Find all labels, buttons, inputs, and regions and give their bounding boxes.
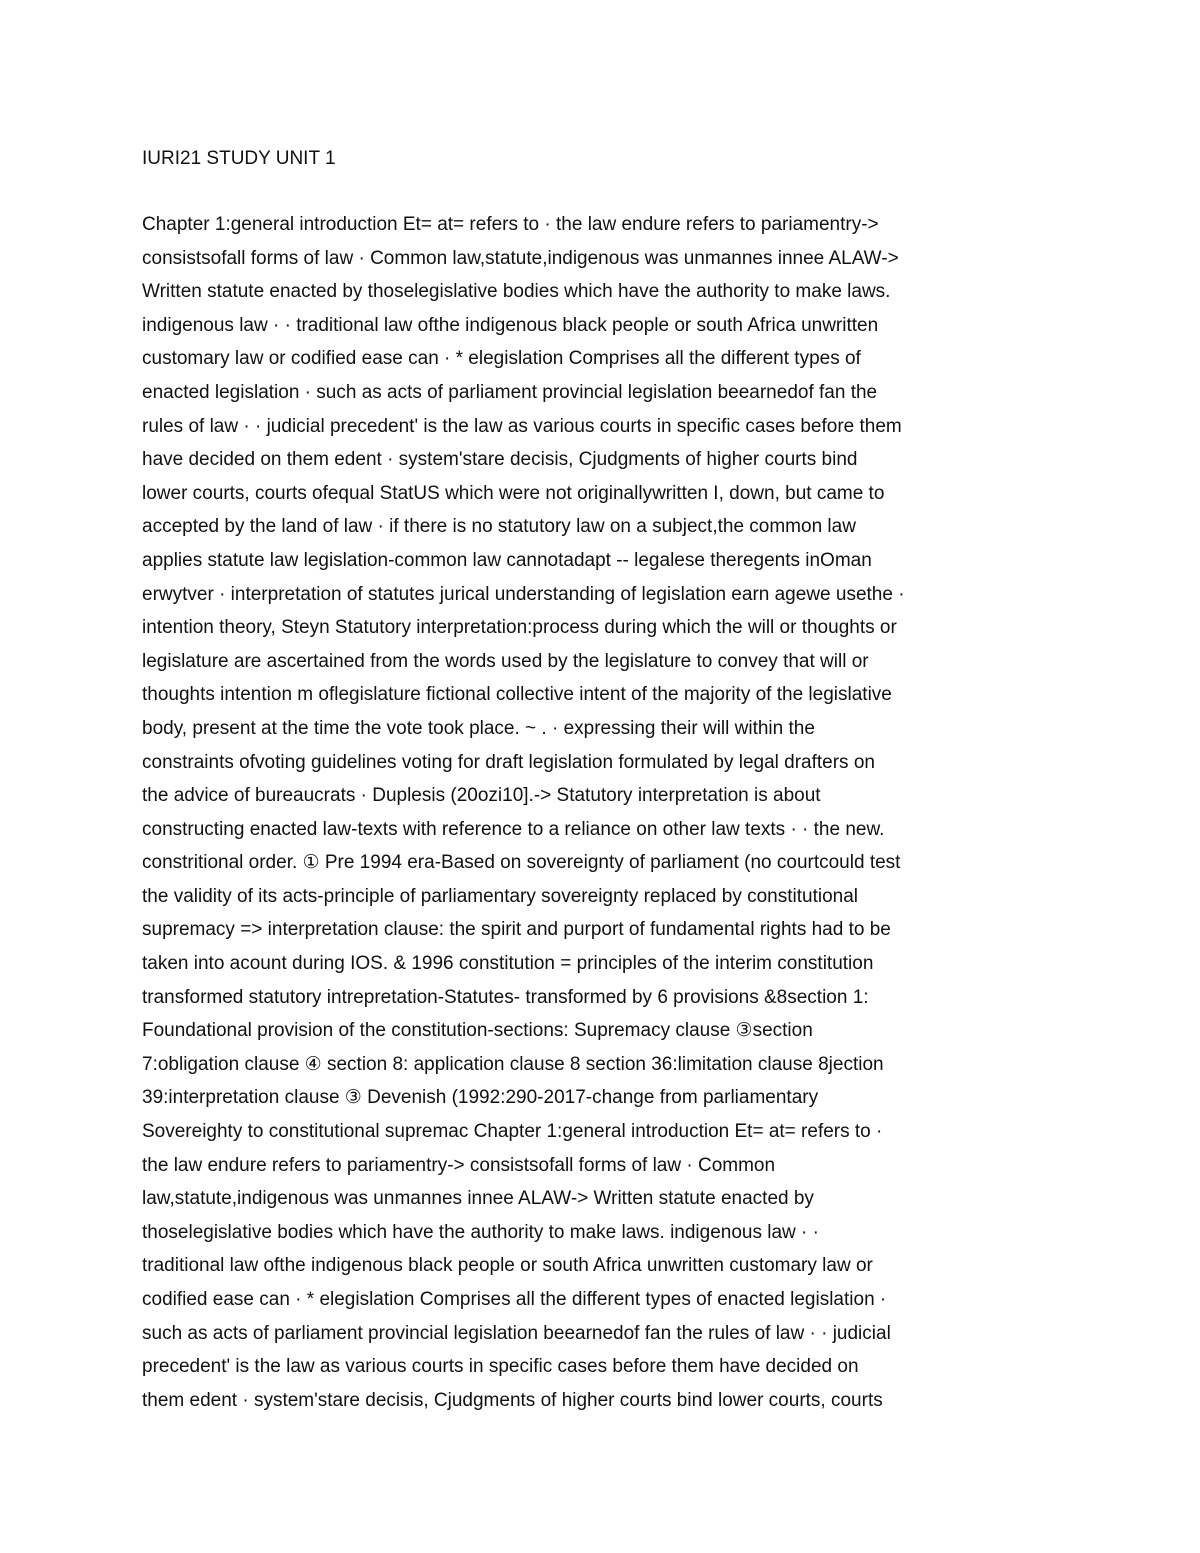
- body-text-line: them edent · system'stare decisis, Cjudgments of higher courts bind lower courts, courts: [142, 1389, 883, 1411]
- body-text-line: the advice of bureaucrats · Duplesis (20ozi10].-> Statutory interpretation is about: [142, 785, 821, 807]
- body-text-line: the law endure refers to pariamentry-> consistsofall forms of law · Common: [142, 1154, 776, 1176]
- body-text-line: Chapter 1:general introduction Et= at= refers to · the law endure refers to pariamentry->: [142, 214, 879, 235]
- body-text-line: body, present at the time the vote took place. ~ . · expressing their will within the: [142, 717, 815, 739]
- body-text-line: Sovereighty to constitutional supremac Chapter 1:general introduction Et= at= refers to ·: [142, 1121, 883, 1143]
- body-text-line: 7:obligation clause ④ section 8: application clause 8 section 36:limitation clause 8jection: [142, 1053, 884, 1075]
- body-text-line: intention theory, Steyn Statutory interpretation:process during which the will or thoughts or: [142, 617, 897, 639]
- body-text-line: constraints ofvoting guidelines voting for draft legislation formulated by legal drafters on: [142, 751, 875, 773]
- body-text-line: transformed statutory intrepretation-Statutes- transformed by 6 provisions &8section 1:: [142, 986, 869, 1008]
- body-text-line: have decided on them edent · system'stare decisis, Cjudgments of higher courts bind: [142, 449, 858, 471]
- body-text-line: the validity of its acts-principle of parliamentary sovereignty replaced by constitutional: [142, 885, 859, 907]
- body-text-line: enacted legislation · such as acts of parliament provincial legislation beearnedof fan the: [142, 381, 878, 403]
- body-text-line: codified ease can · * elegislation Comprises all the different types of enacted legislation ·: [142, 1289, 887, 1310]
- body-text-line: thoughts intention m oflegislature fictional collective intent of the majority of the legislative: [142, 684, 892, 706]
- body-text-line: Written statute enacted by thoselegislative bodies which have the authority to make laws.: [142, 281, 891, 303]
- body-text-line: legislature are ascertained from the words used by the legislature to convey that will or: [142, 650, 869, 672]
- body-text-line: precedent' is the law as various courts in specific cases before them have decided on: [142, 1356, 859, 1378]
- body-text-line: lower courts, courts ofequal StatUS which were not originallywritten I, down, but came to: [142, 482, 885, 504]
- body-text-line: indigenous law · · traditional law ofthe indigenous black people or south Africa unwritten: [142, 314, 879, 336]
- document-title: IURI21 STUDY UNIT 1: [142, 148, 336, 169]
- body-text-line: such as acts of parliament provincial legislation beearnedof fan the rules of law · · judicial: [142, 1322, 891, 1344]
- body-text-line: 39:interpretation clause ③ Devenish (1992:290-2017-change from parliamentary: [142, 1087, 819, 1109]
- body-text-line: thoselegislative bodies which have the authority to make laws. indigenous law · ·: [142, 1221, 819, 1243]
- body-text-line: applies statute law legislation-common law cannotadapt -- legalese theregents inOman: [142, 549, 872, 571]
- body-text-line: erwytver · interpretation of statutes jurical understanding of legislation earn agewe usethe ·: [142, 583, 905, 605]
- body-text-line: customary law or codified ease can · * elegislation Comprises all the different types of: [142, 348, 861, 370]
- body-text-line: traditional law ofthe indigenous black people or south Africa unwritten customary law or: [142, 1255, 873, 1277]
- body-text-line: accepted by the land of law · if there is no statutory law on a subject,the common law: [142, 516, 856, 538]
- body-text-line: Foundational provision of the constitution-sections: Supremacy clause ③section: [142, 1020, 813, 1042]
- body-text-line: law,statute,indigenous was unmannes innee ALAW-> Written statute enacted by: [142, 1188, 814, 1210]
- body-text-line: taken into acount during IOS. & 1996 constitution = principles of the interim constitution: [142, 953, 874, 975]
- body-text-line: rules of law · · judicial precedent' is the law as various courts in specific cases before them: [142, 415, 902, 437]
- body-text-line: constructing enacted law-texts with reference to a reliance on other law texts · · the new.: [142, 818, 885, 840]
- body-text-line: supremacy => interpretation clause: the spirit and purport of fundamental rights had to be: [142, 919, 891, 941]
- body-text-line: consistsofall forms of law · Common law,statute,indigenous was unmannes innee ALAW->: [142, 247, 899, 269]
- document-body: [142, 208, 1082, 1417]
- body-text-line: constritional order. ① Pre 1994 era-Based on sovereignty of parliament (no courtcould test: [142, 852, 901, 874]
